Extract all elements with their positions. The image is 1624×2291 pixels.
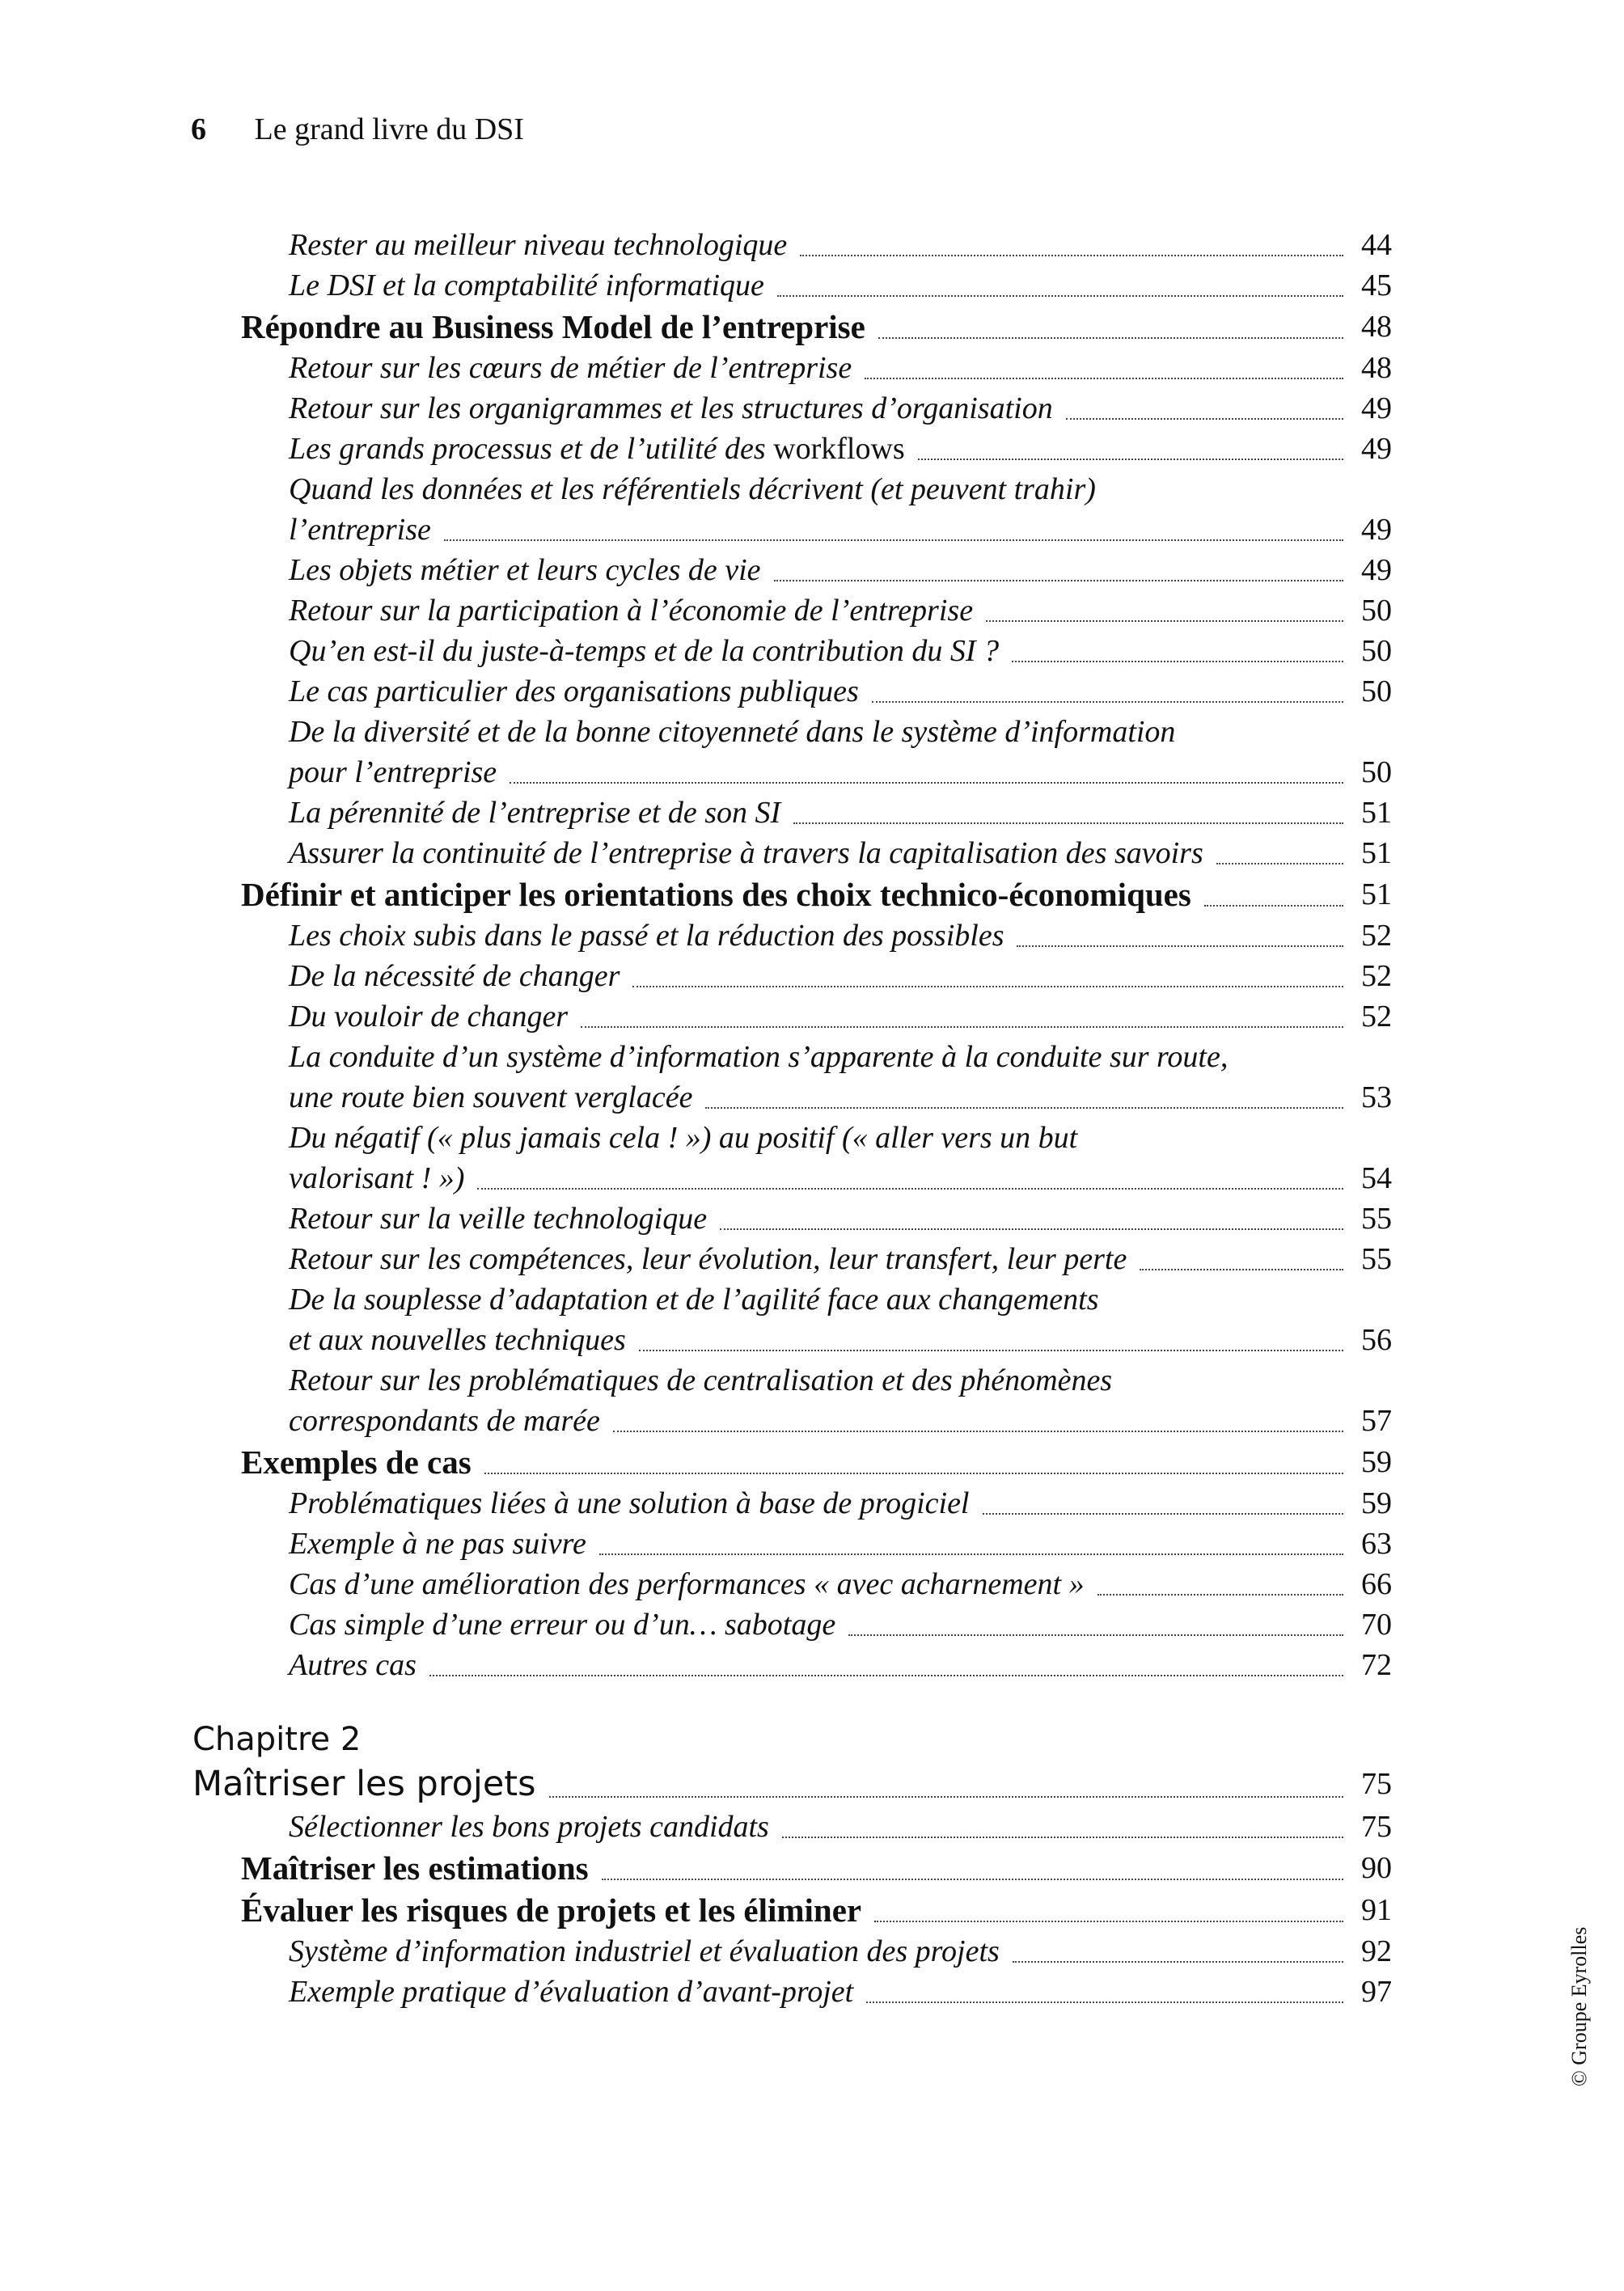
toc-entry[interactable]: De la souplesse d’adaptation et de l’agilité face aux changements et aux nouvelles techniques 56 — [0, 1279, 1624, 1360]
dot-leader — [782, 1837, 1343, 1838]
toc-entry[interactable]: Sélectionner les bons projets candidats 75 — [0, 1807, 1624, 1847]
toc-page: 55 — [1361, 1242, 1392, 1276]
toc-entry[interactable]: Retour sur la participation à l’économie de l’entreprise 50 — [0, 590, 1624, 631]
dot-leader — [549, 1796, 1343, 1798]
dot-leader — [720, 1228, 1343, 1230]
running-title: Le grand livre du DSI — [254, 112, 524, 146]
toc-entry[interactable]: De la diversité et de la bonne citoyenneté dans le système d’information pour l’entreprise 50 — [0, 712, 1624, 793]
dot-leader — [477, 1188, 1343, 1190]
dot-leader — [613, 1431, 1343, 1432]
toc-page: 52 — [1361, 959, 1392, 993]
toc-page: 90 — [1361, 1851, 1392, 1885]
dot-leader — [444, 539, 1343, 541]
toc-entry[interactable]: Retour sur les organigrammes et les structures d’organisation 49 — [0, 388, 1624, 429]
toc-entry[interactable]: Quand les données et les référentiels décrivent (et peuvent trahir) l’entreprise 49 — [0, 469, 1624, 550]
toc-entry[interactable]: Cas simple d’une erreur ou d’un… sabotage 70 — [0, 1604, 1624, 1645]
toc-page: 50 — [1361, 594, 1392, 628]
dot-leader — [510, 782, 1343, 784]
toc-page: 48 — [1361, 351, 1392, 385]
toc-entry[interactable]: Les grands processus et de l’utilité des workflows 49 — [0, 429, 1624, 469]
toc-entry[interactable]: Du vouloir de changer 52 — [0, 996, 1624, 1037]
toc-page: 51 — [1361, 877, 1392, 911]
toc-entry[interactable]: Exemple à ne pas suivre 63 — [0, 1524, 1624, 1564]
dot-leader — [602, 1879, 1343, 1880]
toc-entry[interactable]: Du négatif (« plus jamais cela ! ») au positif (« aller vers un but valorisant ! ») 54 — [0, 1118, 1624, 1198]
toc-section[interactable]: Définir et anticiper les orientations des choix technico-économiques 51 — [0, 873, 1624, 915]
toc-page: 50 — [1361, 755, 1392, 789]
dot-leader — [983, 1513, 1344, 1515]
dot-leader — [1066, 418, 1343, 420]
toc-page: 51 — [1361, 836, 1392, 870]
toc-page: 97 — [1361, 1975, 1392, 2009]
toc-entry[interactable]: La pérennité de l’entreprise et de son SI 51 — [0, 793, 1624, 833]
toc-entry[interactable]: Retour sur la veille technologique 55 — [0, 1198, 1624, 1239]
dot-leader — [1012, 661, 1343, 662]
toc-page: 52 — [1361, 919, 1392, 953]
toc-page: 70 — [1361, 1608, 1392, 1642]
table-of-contents — [0, 225, 1624, 2012]
toc-page: 48 — [1361, 310, 1392, 344]
dot-leader — [774, 580, 1343, 581]
toc-entry[interactable]: La conduite d’un système d’information s’apparente à la conduite sur route, une route bien souvent verglacée 53 — [0, 1037, 1624, 1118]
toc-page: 92 — [1361, 1934, 1392, 1968]
running-header — [191, 110, 524, 149]
dot-leader — [865, 378, 1343, 379]
dot-leader — [639, 1350, 1343, 1351]
toc-page: 49 — [1361, 432, 1392, 466]
toc-page: 44 — [1361, 228, 1392, 262]
toc-entry[interactable]: Exemple pratique d’évaluation d’avant-projet 97 — [0, 1972, 1624, 2012]
copyright-notice: © Groupe Eyrolles — [1567, 1926, 1591, 2086]
toc-chapter[interactable]: Maîtriser les projets 75 — [0, 1761, 1624, 1807]
toc-page: 59 — [1361, 1486, 1392, 1520]
toc-entry[interactable]: Rester au meilleur niveau technologique 44 — [0, 225, 1624, 265]
toc-page: 51 — [1361, 796, 1392, 830]
toc-page: 49 — [1361, 513, 1392, 547]
toc-entry[interactable]: Cas d’une amélioration des performances « avec acharnement » 66 — [0, 1564, 1624, 1604]
toc-entry[interactable]: Problématiques liées à une solution à base de progiciel 59 — [0, 1483, 1624, 1524]
toc-section[interactable]: Exemples de cas 59 — [0, 1441, 1624, 1483]
toc-entry[interactable]: Retour sur les compétences, leur évolution, leur transfert, leur perte 55 — [0, 1239, 1624, 1279]
dot-leader — [874, 1921, 1343, 1922]
toc-page: 55 — [1361, 1202, 1392, 1236]
toc-section[interactable]: Répondre au Business Model de l’entreprise 48 — [0, 306, 1624, 348]
dot-leader — [599, 1553, 1343, 1555]
toc-entry[interactable]: Les objets métier et leurs cycles de vie 49 — [0, 550, 1624, 590]
toc-entry[interactable]: Retour sur les cœurs de métier de l’entreprise 48 — [0, 348, 1624, 388]
dot-leader — [484, 1473, 1343, 1474]
toc-page: 50 — [1361, 674, 1392, 708]
dot-leader — [1097, 1594, 1343, 1596]
dot-leader — [986, 620, 1343, 622]
page-number: 6 — [191, 112, 206, 146]
dot-leader — [866, 2001, 1343, 2003]
toc-entry[interactable]: Le DSI et la comptabilité informatique 45 — [0, 265, 1624, 306]
dot-leader — [1204, 905, 1343, 907]
dot-leader — [1216, 863, 1343, 864]
dot-leader — [793, 822, 1343, 824]
toc-entry[interactable]: Retour sur les problématiques de centralisation et des phénomènes correspondants de marée 57 — [0, 1360, 1624, 1441]
toc-page: 72 — [1361, 1648, 1392, 1682]
toc-section[interactable]: Évaluer les risques de projets et les éliminer 91 — [0, 1889, 1624, 1931]
toc-page: 45 — [1361, 268, 1392, 302]
dot-leader — [429, 1675, 1343, 1676]
toc-page: 91 — [1361, 1893, 1392, 1927]
dot-leader — [1017, 945, 1343, 947]
toc-page: 75 — [1361, 1767, 1392, 1801]
toc-page: 57 — [1361, 1404, 1392, 1438]
dot-leader — [632, 986, 1343, 987]
toc-entry[interactable]: Autres cas 72 — [0, 1645, 1624, 1685]
toc-page: 54 — [1361, 1161, 1392, 1195]
chapter-label: Chapitre 2 — [192, 1721, 362, 1758]
toc-page: 66 — [1361, 1567, 1392, 1601]
toc-page: 59 — [1361, 1445, 1392, 1479]
toc-page: 49 — [1361, 553, 1392, 587]
dot-leader — [1013, 1961, 1343, 1963]
toc-entry[interactable]: Le cas particulier des organisations publiques 50 — [0, 671, 1624, 712]
toc-entry[interactable]: Les choix subis dans le passé et la réduction des possibles 52 — [0, 915, 1624, 956]
dot-leader — [581, 1026, 1343, 1028]
dot-leader — [878, 337, 1343, 339]
toc-entry[interactable]: Assurer la continuité de l’entreprise à travers la capitalisation des savoirs 51 — [0, 833, 1624, 873]
dot-leader — [800, 255, 1343, 256]
dot-leader — [918, 459, 1343, 460]
toc-page: 56 — [1361, 1323, 1392, 1357]
toc-page: 50 — [1361, 634, 1392, 668]
dot-leader — [848, 1634, 1343, 1636]
toc-section[interactable]: Maîtriser les estimations 90 — [0, 1847, 1624, 1889]
toc-entry[interactable]: Qu’en est-il du juste-à-temps et de la contribution du SI ? 50 — [0, 631, 1624, 671]
toc-page: 52 — [1361, 1000, 1392, 1033]
dot-leader — [705, 1107, 1343, 1109]
toc-page: 75 — [1361, 1810, 1392, 1844]
dot-leader — [872, 701, 1343, 703]
dot-leader — [1140, 1269, 1343, 1270]
dot-leader — [777, 295, 1343, 297]
toc-entry[interactable]: De la nécessité de changer 52 — [0, 956, 1624, 996]
toc-entry[interactable]: Système d’information industriel et évaluation des projets 92 — [0, 1931, 1624, 1972]
toc-page: 63 — [1361, 1527, 1392, 1561]
toc-page: 49 — [1361, 391, 1392, 425]
toc-page: 53 — [1361, 1080, 1392, 1114]
